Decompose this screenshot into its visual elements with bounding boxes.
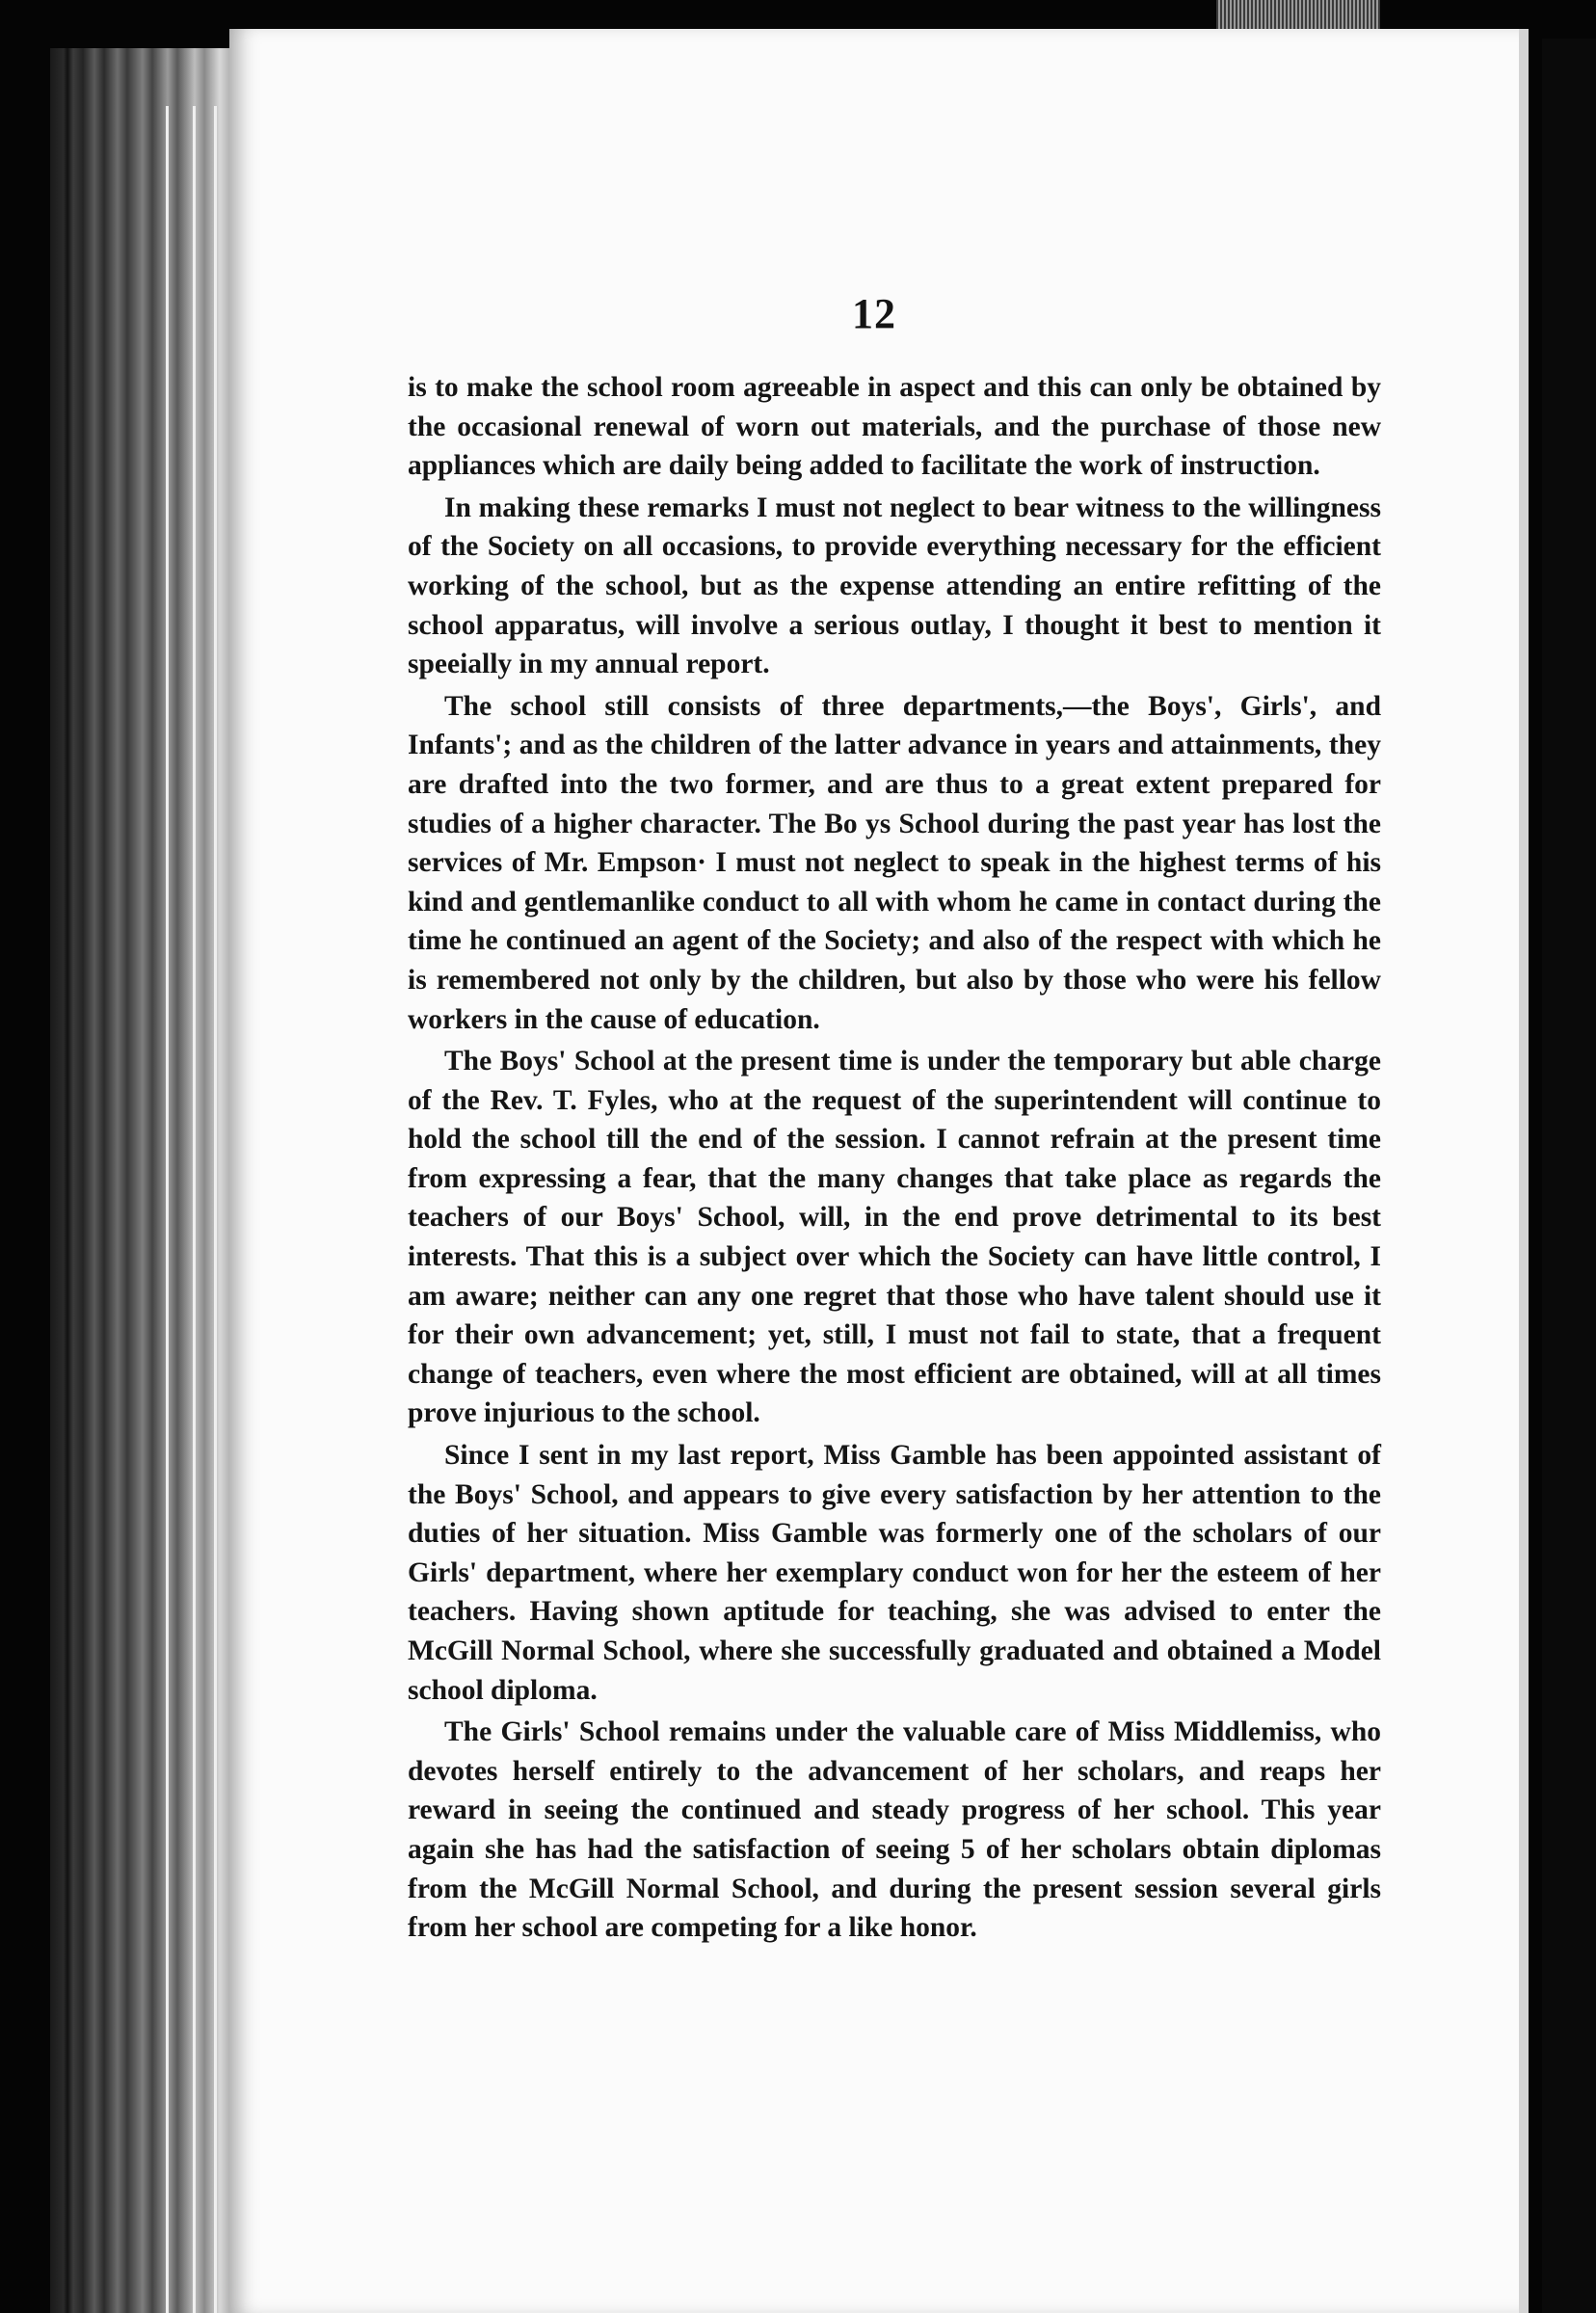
page-edge-line (193, 106, 196, 2313)
paragraph-6: The Girls' School remains under the valuable care of Miss Middlemiss, who devotes herself entirely to the advancement of her scholars, and reaps her reward in seeing the continued and steady progress of her school. This year again she has had the satisfaction of seeing 5 of her scholars obtain diplomas from the McGill Normal School, and during the present session several girls from her school are competing for a like honor. (408, 1716, 1381, 1944)
book-page-edges (50, 48, 229, 2313)
paragraph-1: is to make the school room agreeable in aspect and this can only be obtained by the occasional renewal of worn out materials, and the purchase of those new appliances which are daily being added to facilitate the work of instruction. (408, 372, 1381, 482)
page-edge-line (214, 106, 217, 2313)
page-right-edge (1519, 29, 1529, 2313)
paragraph-4: The Boys' School at the present time is under the temporary but able charge of the Rev. T. Fyles, who at the request of the superintendent will continue to hold the school till the end of the session. I cannot refrain at the present time from expressing a fear, that the many changes that take place as regards the teachers of our Boys' School, will, in the end prove detrimental to its best interests. That this is a subject over which the Society can have little control, I am aware; neither can any one regret that those who have talent should use it for their own advancement; yet, still, I must not fail to state, that a frequent change of teachers, even where the most efficient are obtained, will at all times prove injurious to the school. (408, 1046, 1381, 1429)
page-sheet (229, 29, 1519, 2313)
page-number: 12 (852, 290, 896, 337)
top-edge-strip (1216, 0, 1380, 29)
facing-page-shadow (1542, 39, 1596, 2313)
page-edge-line (166, 106, 169, 2313)
paragraph-5: Since I sent in my last report, Miss Gamble has been appointed assistant of the Boys' School, and appears to give every satisfaction by her attention to the duties of her situation. Miss Gamble was formerly one of the scholars of our Girls' department, where her exemplary conduct won for her the esteem of her teachers. Having shown aptitude for teaching, she was advised to enter the McGill Normal School, where she successfully graduated and obtained a Model school diploma. (408, 1440, 1381, 1706)
paragraph-3: The school still consists of three departments,—the Boys', Girls', and Infants'; and as the children of the latter advance in years and attainments, they are drafted into the two former, and are thus to a great extent prepared for studies of a higher character. The Bo ys School during the past year has lost the services of Mr. Empson· I must not neglect to speak in the highest terms of his kind and gentlemanlike conduct to all with whom he came in contact during the time he continued an agent of the Society; and also of the respect with which he is remembered not only by the children, but also by those who were his fellow workers in the cause of education. (408, 690, 1381, 1035)
body-text (408, 368, 1381, 1948)
paragraph-2: In making these remarks I must not neglect to bear witness to the willingness of the Society on all occasions, to provide everything necessary for the efficient working of the school, but as the expense attending an entire refitting of the school apparatus, will involve a serious outlay, I thought it best to mention it speeially in my annual report. (408, 492, 1381, 680)
